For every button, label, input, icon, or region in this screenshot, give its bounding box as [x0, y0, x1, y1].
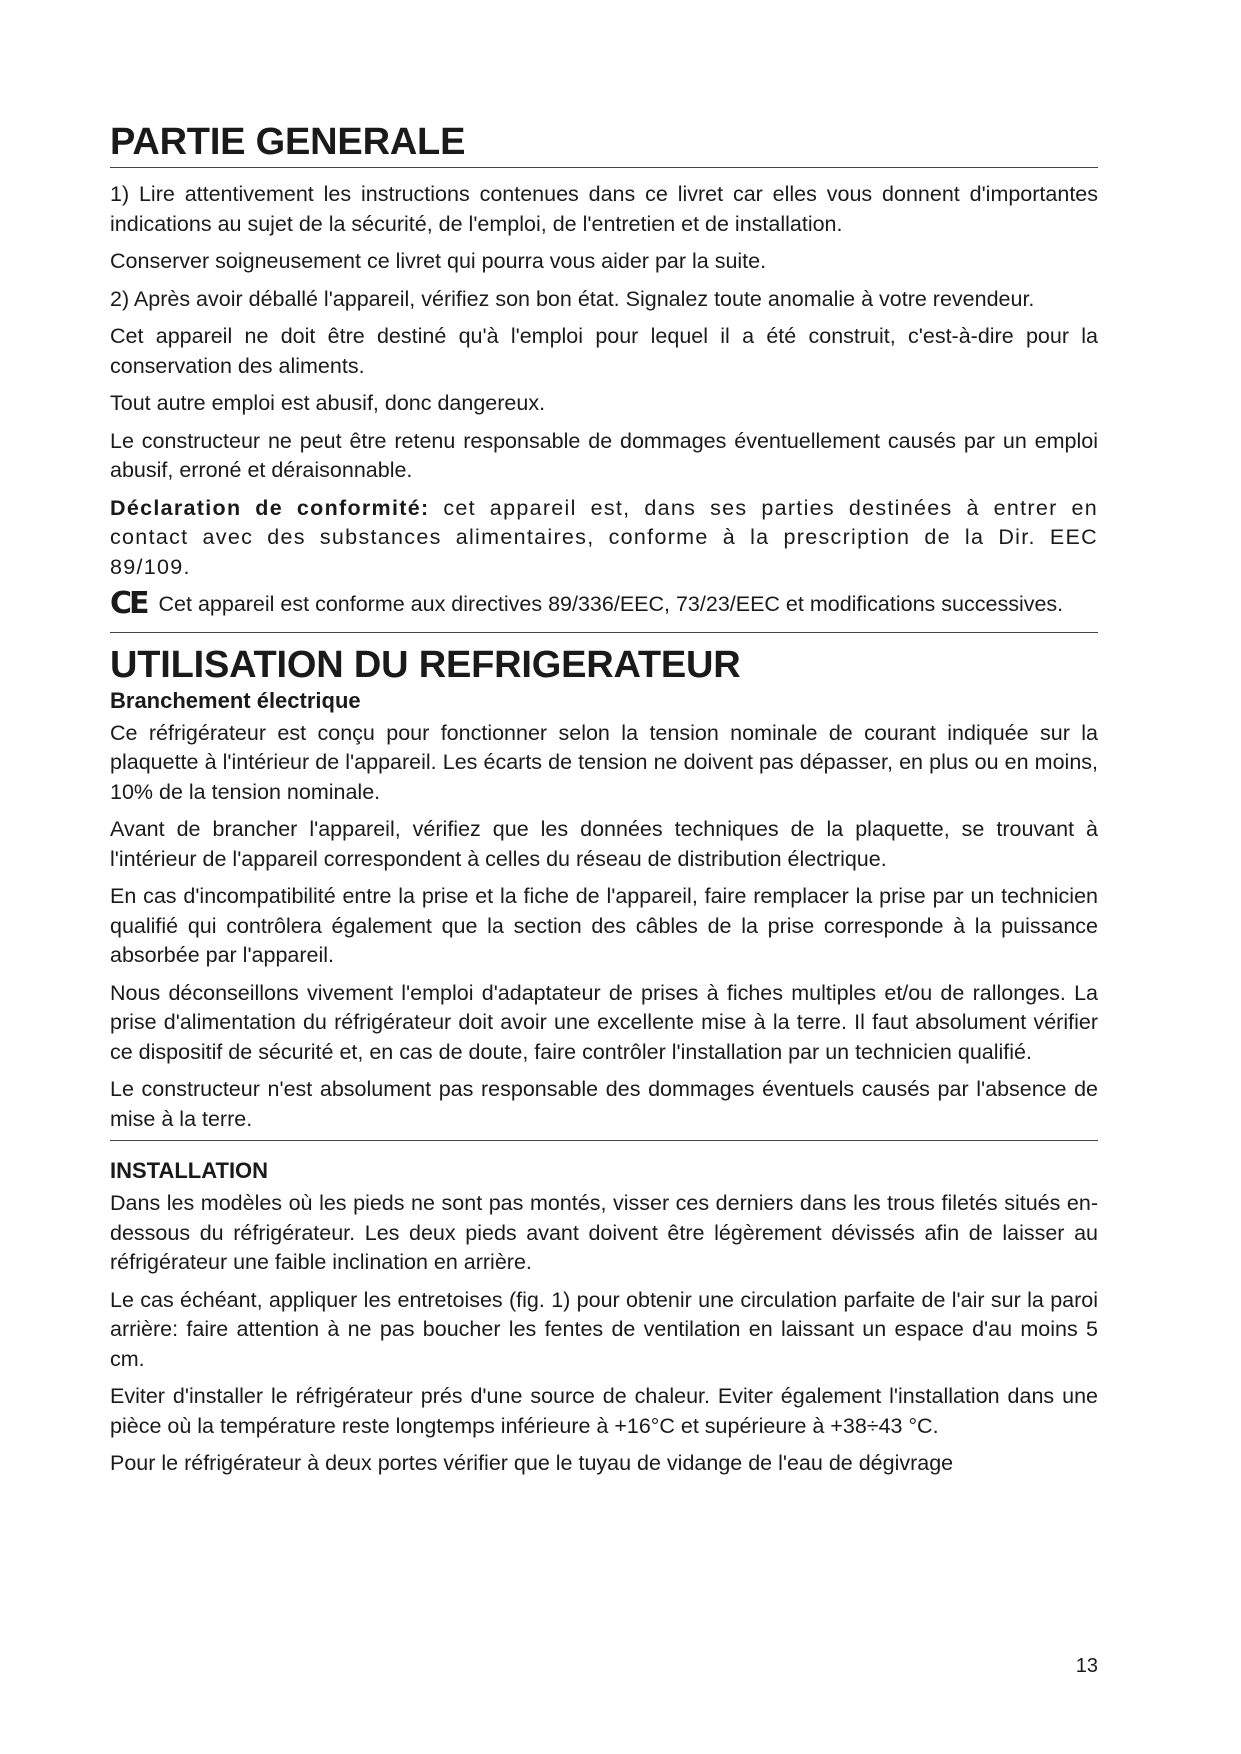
ce-text: Cet appareil est conforme aux directives 89/336/EEC, 73/23/EEC et modifications successives. — [158, 592, 1064, 616]
paragraph: 1) Lire attentivement les instructions contenues dans ce livret car elles vous donnent d'importantes indications au sujet de la sécurité, de l'emploi, de l'entretien et de installation. — [110, 182, 1098, 236]
paragraph: Cet appareil ne doit être destiné qu'à l'emploi pour lequel il a été construit, c'est-à-dire pour la conservation des aliments. — [110, 324, 1098, 378]
paragraph: Le constructeur ne peut être retenu responsable de dommages éventuellement causés par un emploi abusif, erroné et déraisonnable. — [110, 428, 1098, 482]
ce-mark-icon: CE — [110, 586, 147, 621]
paragraph: Conserver soigneusement ce livret qui pourra vous aider par la suite. — [110, 249, 767, 273]
paragraph: Le constructeur n'est absolument pas responsable des dommages éventuels causés par l'absence de mise à la terre. — [110, 1077, 1098, 1131]
section-rule — [110, 167, 1098, 168]
subsection-title-branchement: Branchement électrique — [110, 687, 361, 713]
declaration-label: Déclaration de conformité: — [110, 495, 430, 520]
paragraph: Avant de brancher l'appareil, vérifiez que les données techniques de la plaquette, se trouvant à l'intérieur de l'appareil correspondent à celles du réseau de distribution électrique. — [110, 817, 1098, 871]
paragraph: Tout autre emploi est abusif, donc dangereux. — [110, 391, 546, 415]
paragraph: En cas d'incompatibilité entre la prise et la fiche de l'appareil, faire remplacer la prise par un technicien qualifié qui contrôlera également que la section des câbles de la prise corresponde à la puissance absorbée par l'appareil. — [110, 884, 1098, 967]
paragraph: Dans les modèles où les pieds ne sont pas montés, visser ces derniers dans les trous filetés situés en-dessous du réfrigérateur. Les deux pieds avant doivent être légèrement dévissés afin de laisser au réfrigérateur une faible inclination en arrière. — [110, 1191, 1098, 1274]
subsection-title-installation: INSTALLATION — [110, 1158, 269, 1183]
paragraph: Le cas échéant, appliquer les entretoises (fig. 1) pour obtenir une circulation parfaite de l'air sur la paroi arrière: faire attention à ne pas boucher les fentes de ventilation en laissant un espace d'au moins 5 cm. — [110, 1287, 1098, 1371]
section-title-partie-generale: PARTIE GENERALE — [110, 121, 466, 163]
ce-paragraph — [110, 586, 1098, 621]
section-title-utilisation: UTILISATION DU REFRIGERATEUR — [110, 643, 741, 686]
declaration-text: cet appareil est, dans ses parties destinées à entrer en contact avec des substances alimentaires, conforme à la prescription de la Dir. EEC 89/109. — [110, 495, 1098, 579]
section-separator — [110, 632, 1098, 633]
paragraph: Ce réfrigérateur est conçu pour fonctionner selon la tension nominale de courant indiquée sur la plaquette à l'intérieur de l'appareil. Les écarts de tension ne doivent pas dépasser, en plus ou en moins, 10% de la tension nominale. — [110, 720, 1098, 804]
section-separator — [110, 1140, 1098, 1141]
paragraph: 2) Après avoir déballé l'appareil, vérifiez son bon état. Signalez toute anomalie à votre revendeur. — [110, 286, 1035, 311]
paragraph: Nous déconseillons vivement l'emploi d'adaptateur de prises à fiches multiples et/ou de rallonges. La prise d'alimentation du réfrigérateur doit avoir une excellente mise à la terre. Il faut absolument vérifier ce dispositif de sécurité et, en cas de doute, faire contrôler l'installation par un technicien qualifié. — [110, 980, 1098, 1064]
paragraph: Pour le réfrigérateur à deux portes vérifier que le tuyau de vidange de l'eau de dégivrage — [110, 1451, 954, 1475]
paragraph: Eviter d'installer le réfrigérateur prés d'une source de chaleur. Eviter également l'installation dans une pièce où la température reste longtemps inférieure à +16°C et supérieure à +38÷43 °C. — [110, 1384, 1098, 1438]
declaration-paragraph — [110, 494, 1098, 583]
page-number: 13 — [1075, 1655, 1098, 1677]
document-page — [110, 120, 1098, 1487]
